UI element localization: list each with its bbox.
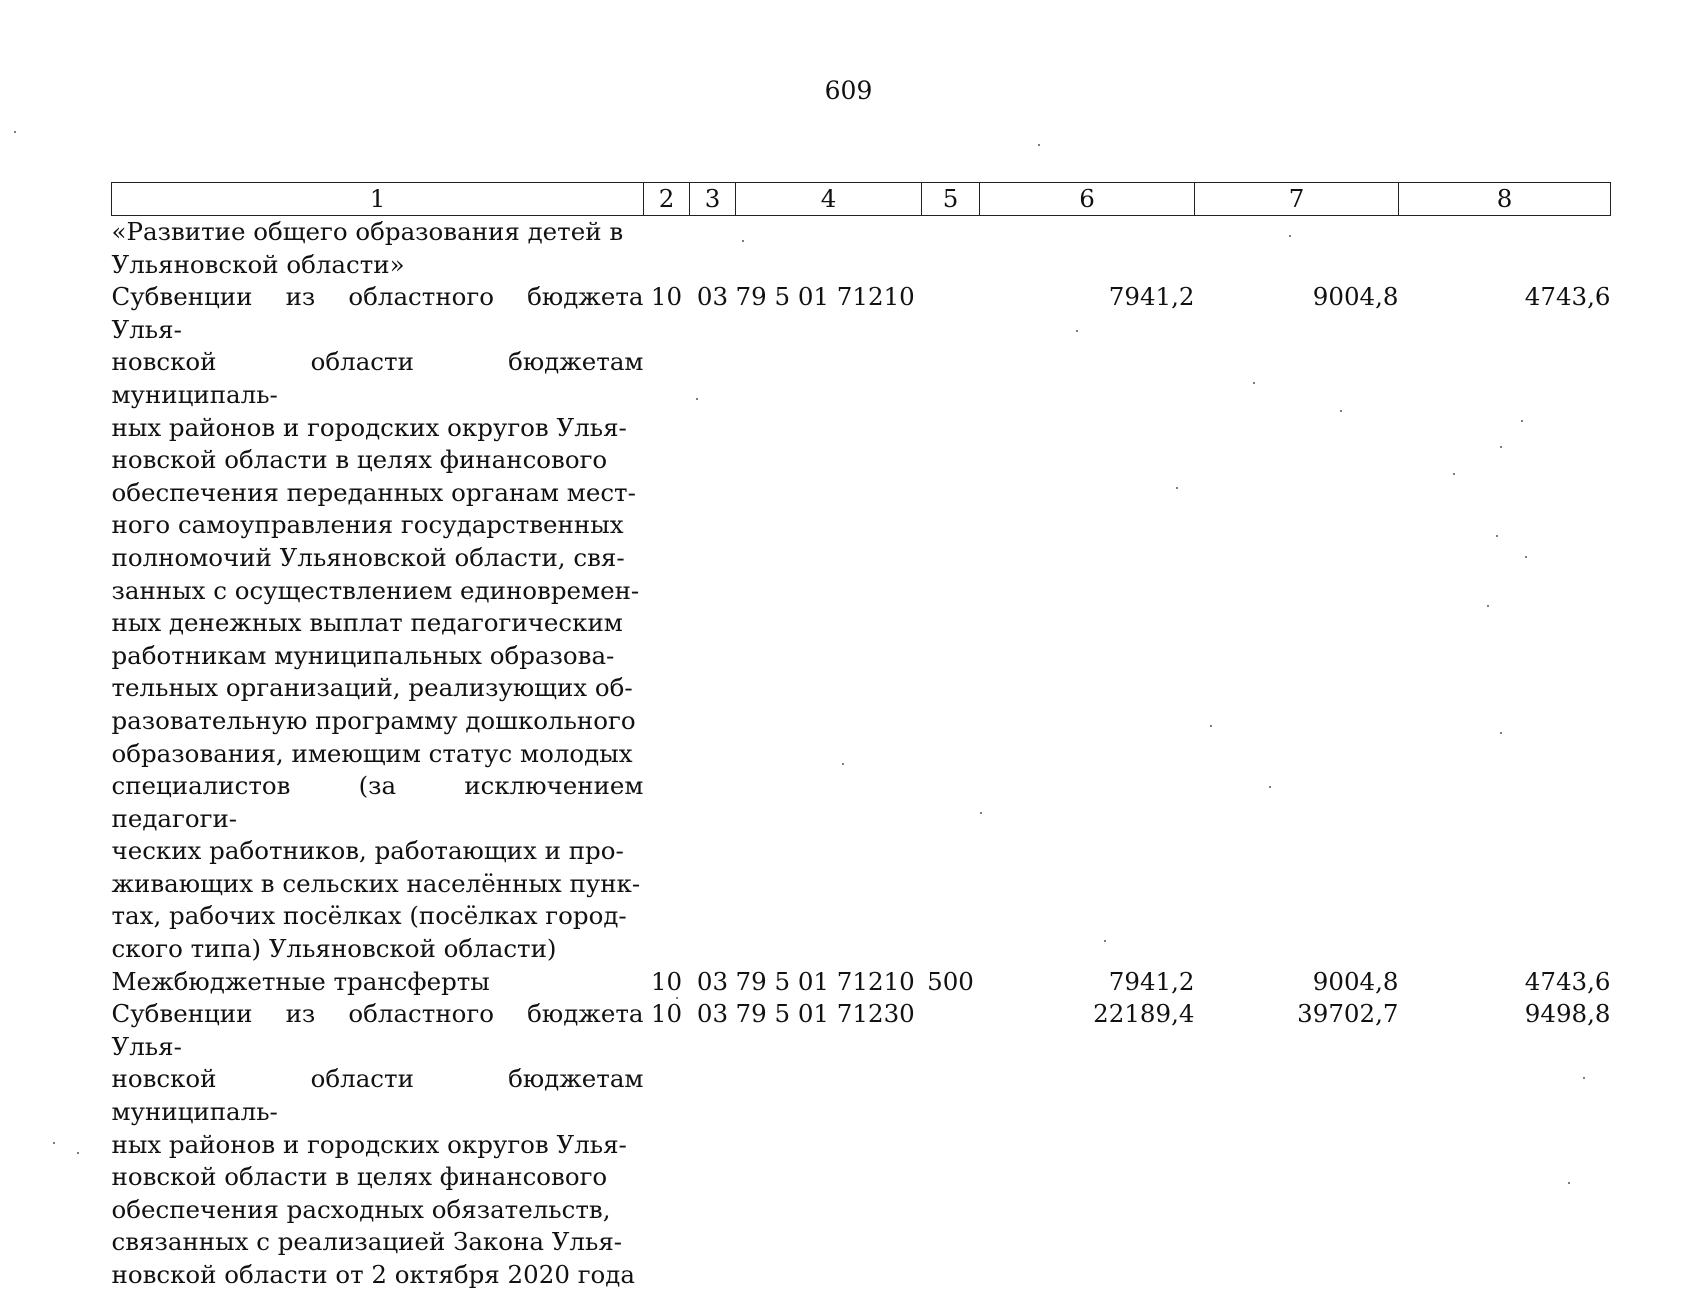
- target-article-code: 79 5 01 71230: [735, 999, 915, 1029]
- table-row: [112, 966, 1611, 999]
- scan-speck: [676, 997, 678, 999]
- amount-col-8: 9498,8: [1524, 999, 1611, 1029]
- scan-speck: [14, 131, 16, 133]
- scan-speck: [53, 1142, 55, 1144]
- column-header: 7: [1195, 183, 1399, 216]
- description-line: новской области бюджетам муниципаль-: [111, 347, 644, 409]
- description-line: ного самоуправления государственных: [111, 510, 624, 540]
- description-line: Субвенции из областного бюджета Улья-: [111, 999, 644, 1061]
- column-header: 6: [980, 183, 1195, 216]
- scan-speck: [1340, 410, 1342, 412]
- scan-speck: [696, 398, 698, 400]
- table-row: [112, 281, 1611, 965]
- scan-speck: [1521, 420, 1523, 422]
- column-header: 2: [644, 183, 690, 216]
- budget-table: [111, 182, 1611, 1292]
- description-line: занных с осуществлением единовремен-: [111, 575, 640, 605]
- subsection-code: 03: [696, 966, 729, 996]
- description-line: новской области в целях финансового: [111, 1162, 608, 1192]
- table-row: [112, 998, 1611, 1291]
- description-line: связанных с реализацией Закона Улья-: [111, 1227, 623, 1257]
- description-line: ных денежных выплат педагогическим: [111, 608, 623, 638]
- description-line: специалистов (за исключением педагоги-: [111, 771, 644, 833]
- scan-speck: [1453, 473, 1455, 475]
- description-line: работникам муниципальных образова-: [111, 640, 615, 670]
- header-row: [112, 183, 1611, 216]
- subsection-code: 03: [696, 999, 729, 1029]
- scan-speck: [842, 763, 844, 765]
- scan-speck: [742, 240, 744, 242]
- page-number: 609: [824, 76, 873, 105]
- row-description: [112, 998, 644, 1291]
- amount-col-7: 9004,8: [1312, 282, 1399, 312]
- scan-speck: [1500, 732, 1502, 734]
- description-line: «Развитие общего образования детей в: [111, 217, 624, 246]
- target-article-code: 79 5 01 71210: [735, 282, 915, 312]
- expense-type-code: [922, 216, 980, 282]
- description-line: полномочий Ульяновской области, свя-: [111, 542, 625, 572]
- scan-speck: [1076, 330, 1078, 332]
- row-description: [112, 216, 644, 282]
- subsection-code: 03: [696, 282, 729, 312]
- description-line: обеспечения расходных обязательств,: [111, 1194, 611, 1224]
- expense-type-code: [922, 281, 980, 965]
- description-line: ского типа) Ульяновской области): [111, 934, 557, 964]
- description-line: обеспечения переданных органам мест-: [111, 477, 636, 507]
- section-code: 10: [650, 966, 683, 996]
- section-code: [644, 216, 690, 282]
- scan-speck: [1269, 786, 1271, 788]
- amount-col-8: 4743,6: [1524, 282, 1611, 312]
- scan-speck: [1487, 605, 1489, 607]
- description-line: образования, имеющим статус молодых: [111, 738, 633, 768]
- description-line: новской области от 2 октября 2020 года: [111, 1260, 635, 1289]
- target-article-code: 79 5 01 71210: [735, 966, 915, 996]
- scan-speck: [1525, 556, 1527, 558]
- section-code: 10: [650, 282, 683, 312]
- amount-col-7: [1195, 216, 1399, 282]
- column-header: 8: [1399, 183, 1611, 216]
- description-line: Межбюджетные трансферты: [111, 966, 490, 996]
- description-line: ных районов и городских округов Улья-: [111, 412, 627, 442]
- amount-col-6: 7941,2: [1108, 282, 1195, 312]
- description-line: тельных организаций, реализующих об-: [111, 673, 633, 703]
- description-line: тах, рабочих посёлках (посёлках город-: [111, 901, 627, 931]
- amount-col-7: 9004,8: [1312, 966, 1399, 996]
- scan-speck: [1583, 1077, 1585, 1079]
- amount-col-6: 22189,4: [1093, 999, 1195, 1029]
- amount-col-8: [1399, 216, 1611, 282]
- row-description: [112, 281, 644, 965]
- scan-speck: [1253, 382, 1255, 384]
- description-line: разовательную программу дошкольного: [111, 705, 636, 735]
- amount-col-8: 4743,6: [1524, 966, 1611, 996]
- scan-speck: [1289, 235, 1291, 237]
- scan-speck: [1038, 144, 1040, 146]
- subsection-code: [690, 216, 736, 282]
- target-article-code: [736, 216, 922, 282]
- description-line: Ульяновской области»: [111, 249, 405, 279]
- description-line: живающих в сельских населённых пунк-: [111, 868, 641, 898]
- scan-speck: [1104, 940, 1106, 942]
- column-header: 3: [690, 183, 736, 216]
- description-line: ных районов и городских округов Улья-: [111, 1129, 627, 1159]
- scan-speck: [77, 1152, 79, 1154]
- row-description: [112, 966, 644, 999]
- section-code: 10: [650, 999, 683, 1029]
- expense-type-code: 500: [927, 966, 974, 996]
- description-line: ческих работников, работающих и про-: [111, 836, 624, 866]
- table-row: [112, 216, 1611, 282]
- scan-speck: [980, 812, 982, 814]
- amount-col-7: 39702,7: [1297, 999, 1399, 1029]
- column-header: 5: [922, 183, 980, 216]
- description-line: новской области в целях финансового: [111, 445, 608, 475]
- column-header: 4: [736, 183, 922, 216]
- description-line: новской области бюджетам муниципаль-: [111, 1064, 644, 1127]
- expense-type-code: [922, 998, 980, 1291]
- description-line: Субвенции из областного бюджета Улья-: [111, 282, 644, 344]
- scan-speck: [1210, 725, 1212, 727]
- amount-col-6: 7941,2: [1108, 966, 1195, 996]
- column-header: 1: [112, 183, 644, 216]
- amount-col-6: [980, 216, 1195, 282]
- scan-speck: [1496, 535, 1498, 537]
- scan-speck: [1500, 446, 1502, 448]
- scan-speck: [1568, 1182, 1570, 1184]
- scan-speck: [1176, 487, 1178, 489]
